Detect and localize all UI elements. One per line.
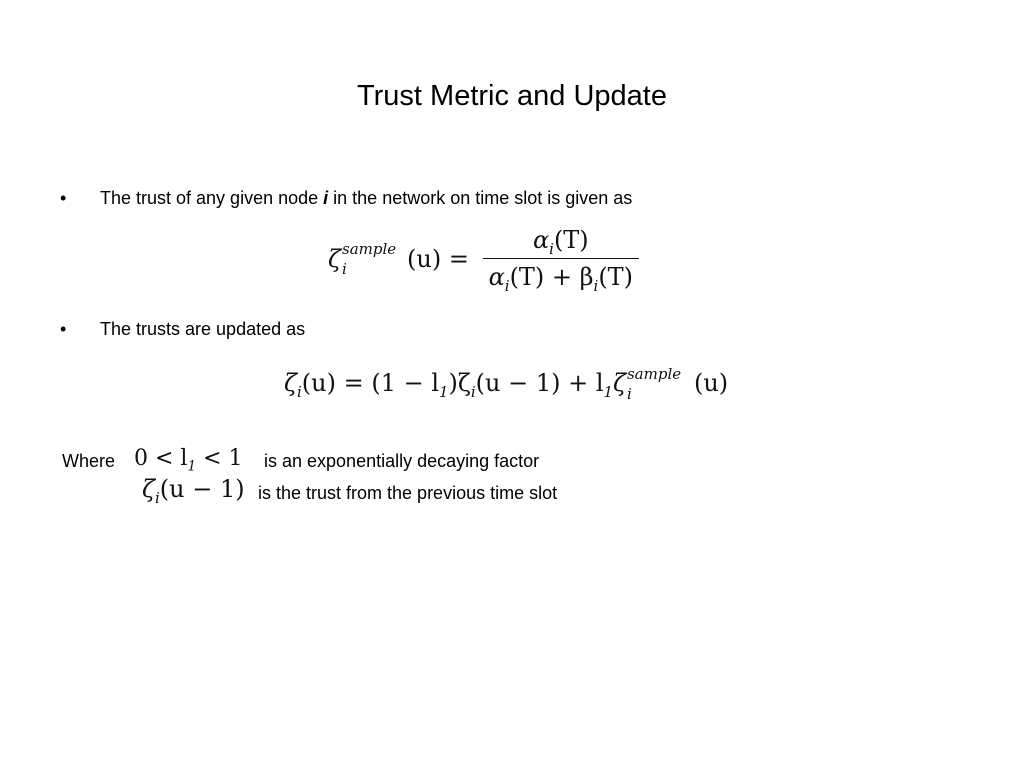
denominator-end: (T) <box>598 263 634 291</box>
update-part3: (u − 1) + l <box>475 369 604 397</box>
where-line-decay-factor <box>62 446 540 475</box>
sup-sub-stack <box>626 365 694 403</box>
slide-title: Trust Metric and Update <box>357 80 667 112</box>
alpha-subscript: i <box>504 276 510 295</box>
one-subscript: 1 <box>439 382 449 401</box>
sample-superscript: sample <box>342 239 397 258</box>
previous-trust-symbol <box>142 475 245 507</box>
lhs-argument: (u) = <box>407 244 469 273</box>
equation-lhs <box>328 239 469 278</box>
sample-superscript: sample <box>626 365 682 383</box>
i-subscript: i <box>297 382 302 401</box>
update-part2: )ζ <box>448 369 471 397</box>
alpha-symbol: α <box>532 226 550 254</box>
beta-subscript: i <box>593 276 599 295</box>
alpha-subscript: i <box>549 239 554 258</box>
bullet-marker: • <box>60 188 67 208</box>
bullet-marker: • <box>60 319 67 339</box>
i-subscript: i <box>342 259 347 278</box>
decay-description: is an exponentially decaying factor <box>264 451 540 471</box>
bullet-text: The trusts are updated as <box>100 319 306 339</box>
decay-condition <box>134 446 243 475</box>
one-subscript: 1 <box>187 458 197 475</box>
bullet-text-before: The trust of any given node <box>100 188 324 208</box>
fraction-denominator <box>483 259 639 293</box>
zeta-symbol: ζ <box>142 475 156 503</box>
bullet-text-after: in the network on time slot is given as <box>328 188 633 208</box>
i-subscript: i <box>470 382 476 401</box>
condition-lhs: 0 < l <box>134 446 188 471</box>
i-subscript: i <box>626 385 632 403</box>
fraction-numerator <box>483 224 639 259</box>
alpha-symbol: α <box>488 263 505 291</box>
update-part1: (u) = (1 − l <box>301 369 440 397</box>
where-label: Where <box>62 451 116 471</box>
zeta-symbol: ζ <box>612 369 626 397</box>
i-subscript: i <box>155 488 160 507</box>
node-variable: i <box>323 188 329 208</box>
numerator-argument: (T) <box>553 226 589 254</box>
zeta-symbol: ζ <box>328 244 342 273</box>
trust-fraction <box>483 224 639 293</box>
condition-rhs: < 1 <box>196 446 243 471</box>
previous-trust-description: is the trust from the previous time slot <box>258 483 558 503</box>
previous-argument: (u − 1) <box>159 475 245 503</box>
update-part4: (u) <box>693 369 729 397</box>
zeta-symbol: ζ <box>284 369 298 397</box>
bullet-text <box>100 186 632 210</box>
one-subscript: 1 <box>603 382 613 401</box>
sup-sub-stack <box>341 239 407 278</box>
denominator-middle: (T) + β <box>509 263 594 291</box>
equation-trust-update <box>284 365 729 403</box>
equation-trust-sample <box>328 224 639 293</box>
